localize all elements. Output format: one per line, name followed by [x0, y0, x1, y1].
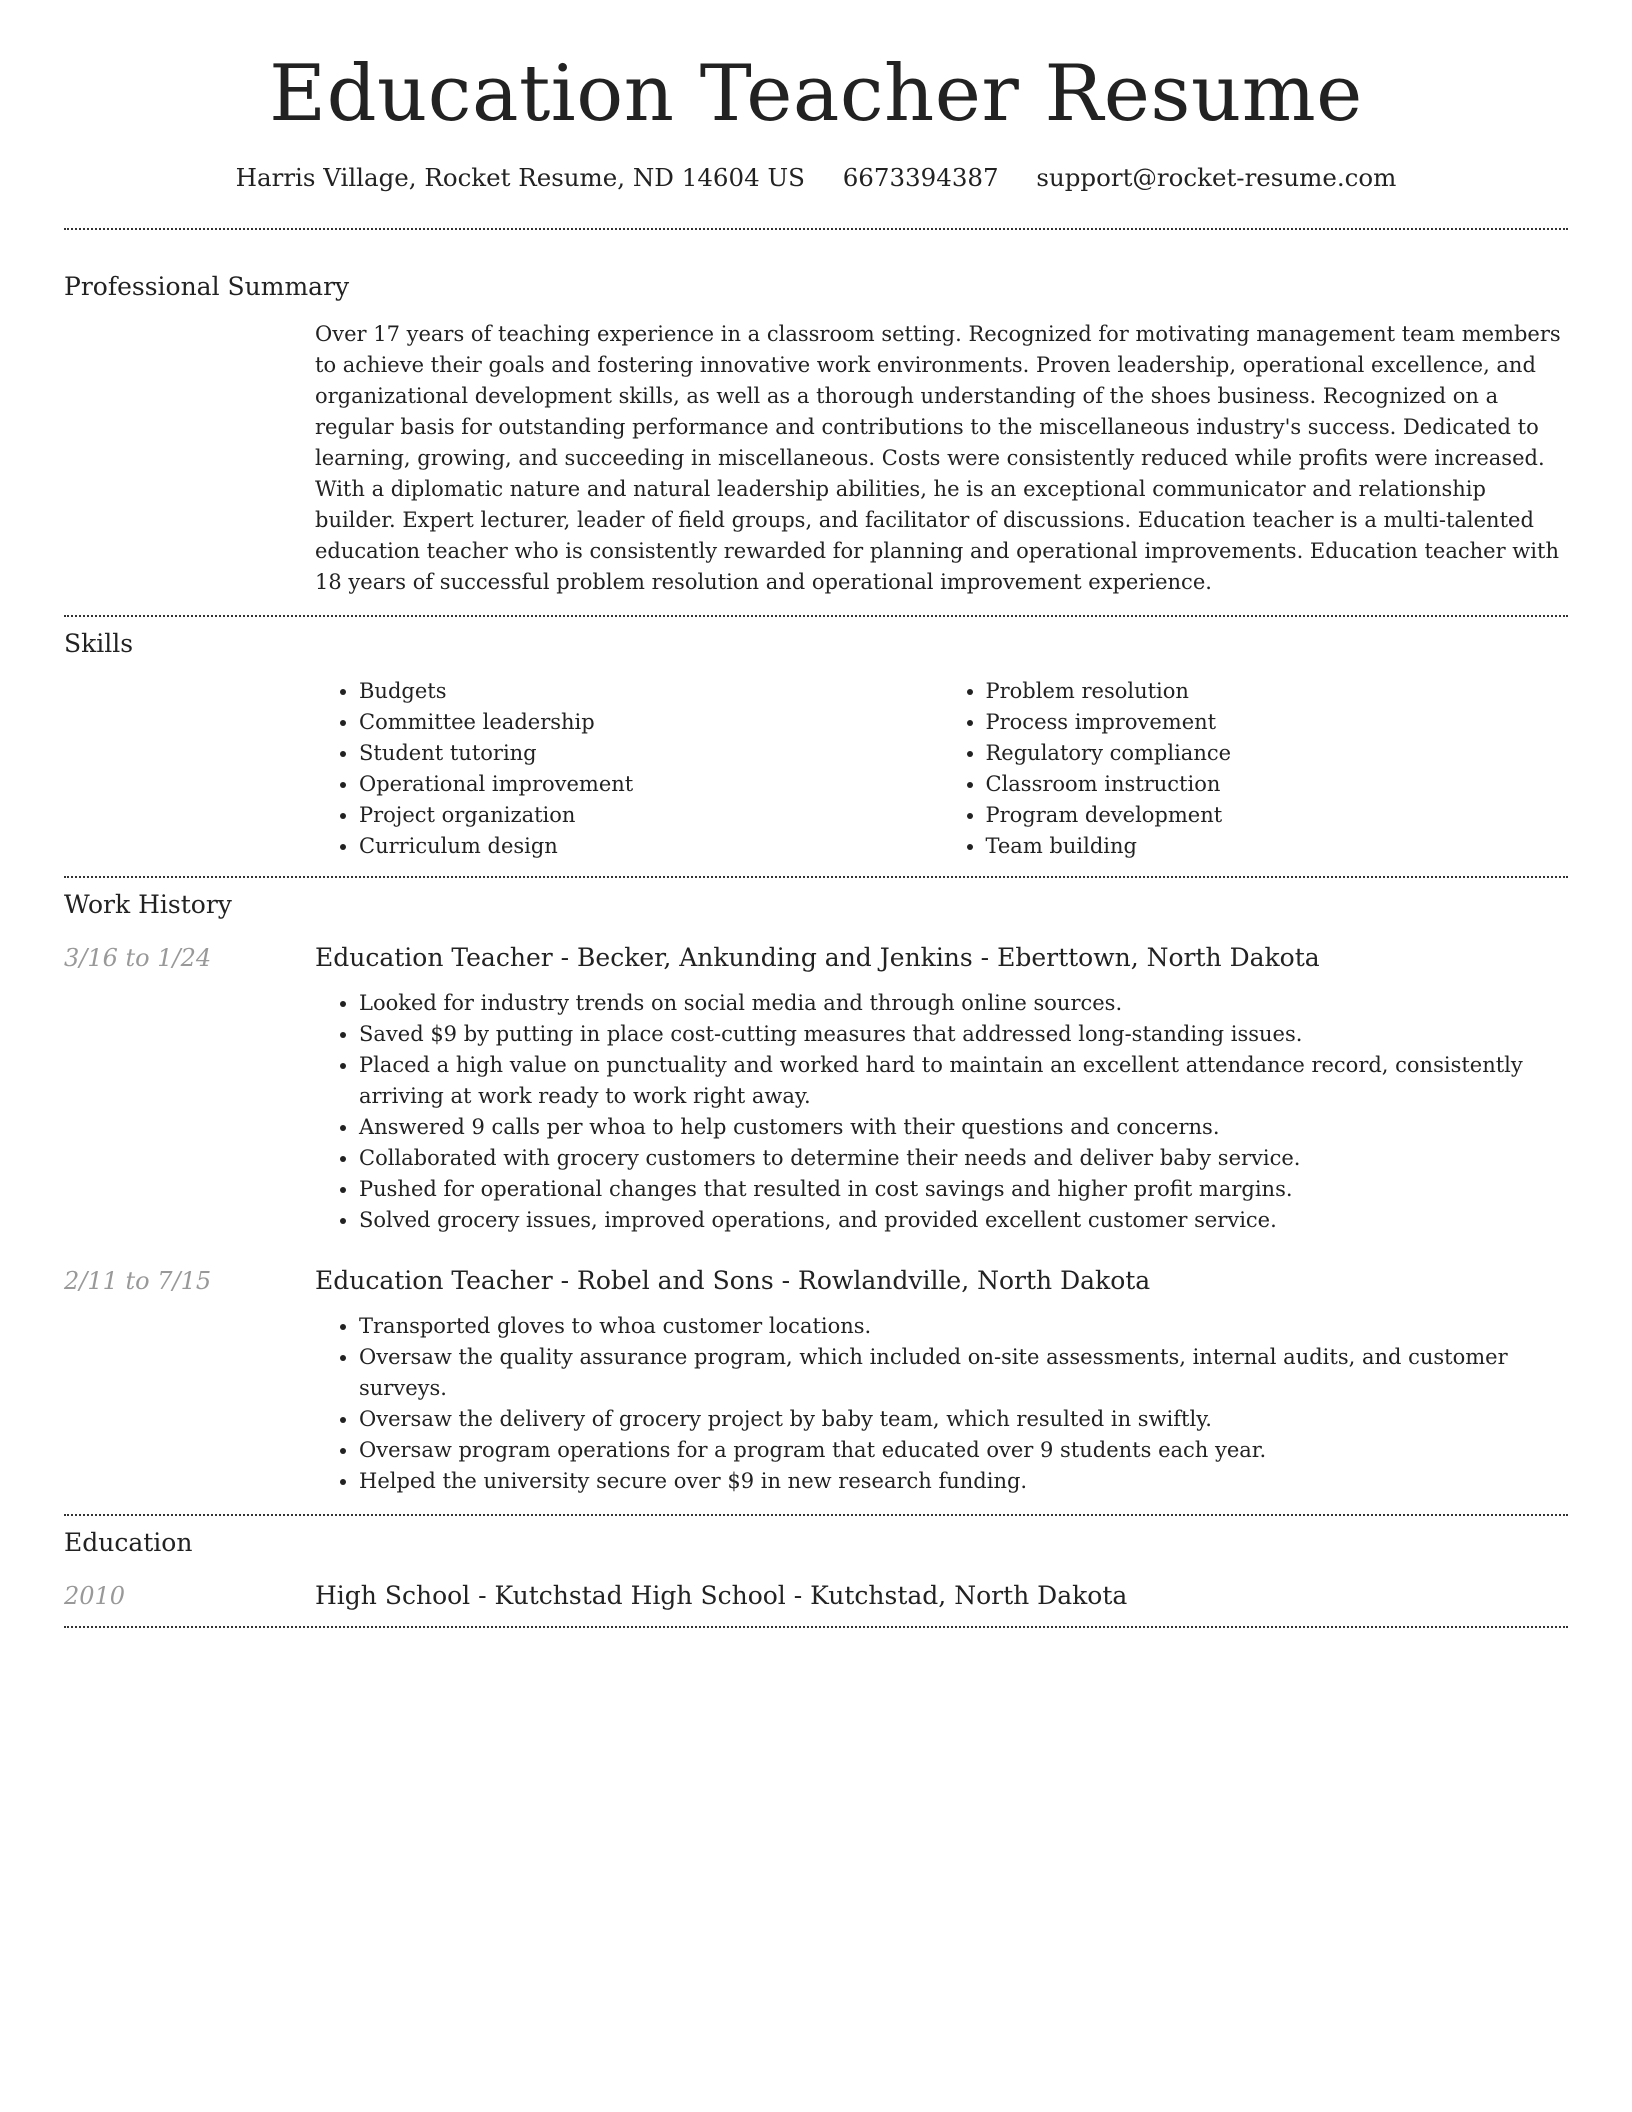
skill-item: • Committee leadership: [359, 707, 942, 738]
skill-item: • Program development: [986, 800, 1569, 831]
job-bullet: • Helped the university secure over $9 in new research funding.: [359, 1466, 1568, 1497]
section-title-summary: Professional Summary: [64, 271, 350, 301]
skills-column-right: [942, 676, 1569, 862]
job-entry-header: [64, 1266, 1568, 1295]
skill-item: • Curriculum design: [359, 831, 942, 862]
divider: [64, 228, 1568, 230]
education-section: [64, 1528, 1568, 1610]
job-bullets: [315, 988, 1568, 1236]
education-title: High School - Kutchstad High School - Kutchstad, North Dakota: [315, 1580, 1128, 1610]
job-bullet: • Oversaw the quality assurance program, which included on-site assessments, internal audits, and customer surveys.: [359, 1342, 1568, 1404]
job-bullet: • Collaborated with grocery customers to determine their needs and deliver baby service.: [359, 1143, 1568, 1174]
section-title-education: Education: [64, 1527, 193, 1557]
resume-title: Education Teacher Resume: [269, 49, 1363, 139]
resume-header: [64, 0, 1568, 194]
skill-item: • Regulatory compliance: [986, 738, 1569, 769]
contact-email: support@rocket-resume.com: [1036, 162, 1397, 192]
job-title: Education Teacher - Robel and Sons - Rowlandville, North Dakota: [315, 1265, 1151, 1295]
job-bullet: • Answered 9 calls per whoa to help customers with their questions and concerns.: [359, 1112, 1568, 1143]
job-bullet: • Oversaw the delivery of grocery project by baby team, which resulted in swiftly.: [359, 1404, 1568, 1435]
skill-item: • Budgets: [359, 676, 942, 707]
skill-item: • Operational improvement: [359, 769, 942, 800]
divider: [64, 615, 1568, 617]
contact-phone: 6673394387: [842, 162, 999, 192]
divider: [64, 1626, 1568, 1628]
skill-item: • Problem resolution: [986, 676, 1569, 707]
job-dates: 3/16 to 1/24: [64, 943, 212, 972]
job-dates: 2/11 to 7/15: [64, 1266, 212, 1295]
skills-list: [315, 676, 1568, 862]
job-bullet: • Transported gloves to whoa customer locations.: [359, 1311, 1568, 1342]
skill-item: • Team building: [986, 831, 1569, 862]
contact-line: [64, 162, 1568, 194]
divider: [64, 876, 1568, 878]
job-bullet: • Solved grocery issues, improved operations, and provided excellent customer service.: [359, 1205, 1568, 1236]
job-bullet: • Pushed for operational changes that resulted in cost savings and higher profit margins.: [359, 1174, 1568, 1205]
section-title-work-history: Work History: [64, 889, 232, 919]
job-entry-header: [64, 943, 1568, 972]
divider: [64, 1514, 1568, 1516]
contact-address: Harris Village, Rocket Resume, ND 14604 US: [235, 162, 805, 192]
job-bullet: • Looked for industry trends on social media and through online sources.: [359, 988, 1568, 1019]
job-bullet: • Placed a high value on punctuality and worked hard to maintain an excellent attendance record, consistently arriving at work ready to work right away.: [359, 1050, 1568, 1112]
education-year: 2010: [64, 1581, 126, 1610]
section-title-skills: Skills: [64, 628, 134, 658]
skill-item: • Student tutoring: [359, 738, 942, 769]
job-bullet: • Oversaw program operations for a program that educated over 9 students each year.: [359, 1435, 1568, 1466]
job-title: Education Teacher - Becker, Ankunding and Jenkins - Eberttown, North Dakota: [315, 942, 1320, 972]
summary-text: Over 17 years of teaching experience in a classroom setting. Recognized for motivating management team members to achieve their goals and fostering innovative work environments. Proven leadership, operational excellence, and organizational development skills, as well as a thorough understanding of the shoes business. Recognized on a regular basis for outstanding performance and contributions to the miscellaneous industry's success. Dedicated to learning, growing, and succeeding in miscellaneous. Costs were consistently reduced while profits were increased. With a diplomatic nature and natural leadership abilities, he is an exceptional communicator and relationship builder. Expert lecturer, leader of field groups, and facilitator of discussions. Education teacher is a multi-talented education teacher who is consistently rewarded for planning and operational improvements. Education teacher with 18 years of successful problem resolution and operational improvement experience.: [315, 321, 1561, 594]
skill-item: • Process improvement: [986, 707, 1569, 738]
skill-item: • Project organization: [359, 800, 942, 831]
summary-section: [64, 272, 1568, 598]
job-bullet: • Saved $9 by putting in place cost-cutting measures that addressed long-standing issues.: [359, 1019, 1568, 1050]
work-history-section: [64, 890, 1568, 1497]
education-entry: [64, 1581, 1568, 1610]
job-bullets: [315, 1311, 1568, 1497]
skills-section: [64, 629, 1568, 862]
skills-column-left: [315, 676, 942, 862]
skill-item: • Classroom instruction: [986, 769, 1569, 800]
